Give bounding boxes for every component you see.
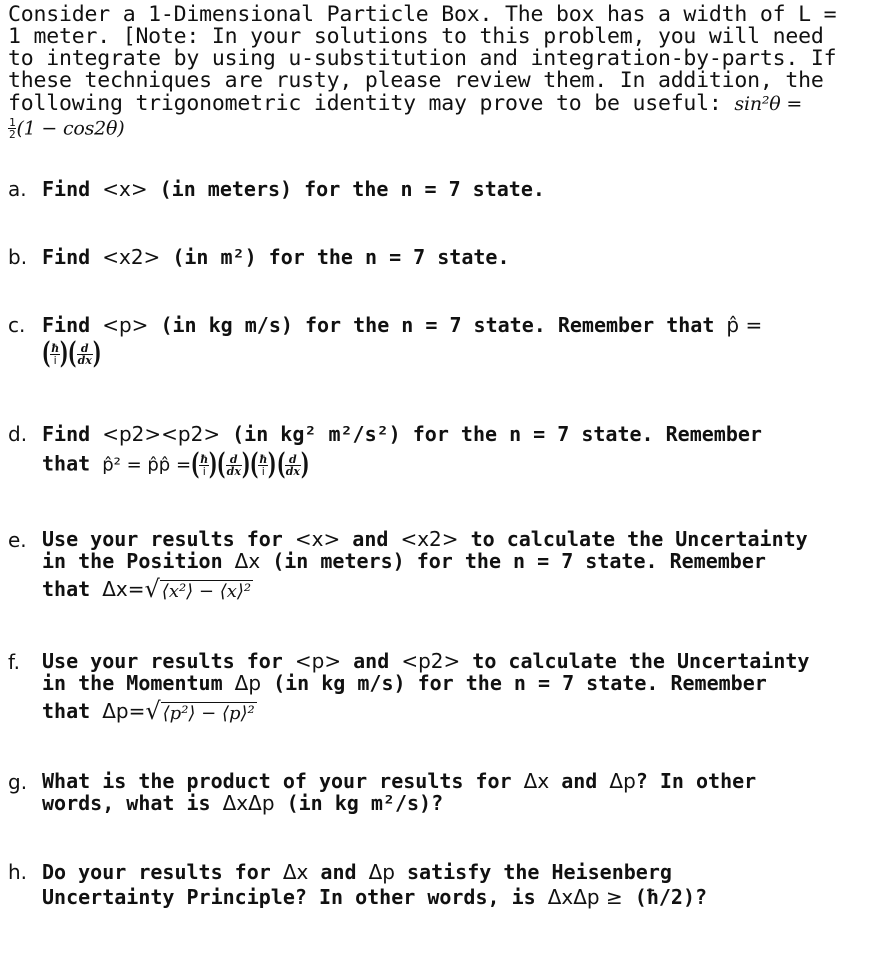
question-text: to calculate the Uncertainty: [460, 649, 810, 673]
hbar-over-i: [258, 454, 268, 477]
question-text: Use your results for: [42, 527, 295, 551]
question-text: that: [42, 451, 103, 476]
intro-line: Consider a 1-Dimensional Particle Box. The box has a width of L =: [8, 2, 837, 27]
question-text: Find: [42, 313, 103, 337]
hbar-over-i: [50, 343, 60, 366]
question-text: Find: [42, 177, 103, 201]
dx-symbol: dx: [285, 464, 300, 478]
question-text: Uncertainty Principle? In other words, is: [42, 885, 548, 909]
question-letter: a.: [8, 177, 27, 201]
question-text: (in kg m²/s)?: [274, 791, 444, 815]
question-text: and: [341, 649, 402, 673]
question-text: and: [308, 860, 369, 884]
question-text: in the Position: [42, 549, 235, 573]
question-letter: c.: [8, 313, 26, 337]
question-text: (in meters) for the n = 7 state. Remember: [260, 549, 766, 573]
expectation-symbol: <x>: [102, 177, 148, 201]
question-d: [8, 422, 868, 480]
radicand: ⟨x²⟩ − ⟨x⟩²: [161, 581, 252, 602]
dx-symbol: dx: [77, 353, 92, 367]
radicand: ⟨p²⟩ − ⟨p⟩²: [162, 703, 255, 724]
intro-line: 1 meter. [Note: In your solutions to this problem, you will need: [8, 24, 824, 49]
question-text: that: [42, 699, 103, 723]
hbar-over-i: [199, 454, 209, 477]
i-symbol: i: [202, 464, 206, 478]
expectation-symbol: <x2>: [400, 527, 459, 551]
question-text: Find: [42, 422, 103, 446]
question-letter: e.: [8, 528, 27, 552]
question-text: (in kg m/s) for the n = 7 state. Remember: [261, 671, 767, 695]
delta-product-symbol: ΔxΔp: [222, 791, 275, 815]
question-letter: h.: [8, 860, 28, 884]
operator-formula: that p̂² = p̂p̂ =( $\frac{ħ}{i}$ )( $\frac{d}{dx}$ )( $\frac{ħ}{i}$ )( $\frac{d}{dx}$ ): [42, 447, 310, 482]
question-f: [8, 650, 868, 725]
question-b: [8, 245, 868, 269]
trig-identity-rhs: (1 − cos2θ): [16, 117, 125, 140]
expectation-symbol: <p2><p2>: [102, 422, 221, 446]
question-g: [8, 770, 868, 814]
square-root-formula: √ ⟨x²⟩ − ⟨x⟩²: [144, 575, 252, 603]
expectation-symbol: <p>: [294, 649, 342, 673]
intro-line: these techniques are rusty, please review them. In addition, the: [8, 68, 824, 93]
expectation-symbol: <x2>: [102, 245, 161, 269]
question-text: Do your results for: [42, 860, 283, 884]
question-text: (in m²) for the n = 7 state.: [160, 245, 510, 269]
intro-line-text: following trigonometric identity may prove to be useful:: [8, 91, 735, 116]
delta-x-symbol: Δx: [282, 860, 309, 884]
d-over-dx: [77, 343, 93, 366]
question-text: and: [340, 527, 401, 551]
intro-line: to integrate by using u-substitution and integration-by-parts. If: [8, 46, 837, 71]
delta-x-symbol: Δx: [234, 549, 261, 573]
question-text: (in kg m/s) for the n = 7 state. Remember that: [148, 313, 727, 337]
delta-p-symbol: Δp: [368, 860, 395, 884]
question-text: (ħ/2)?: [622, 885, 708, 909]
question-text: Find: [42, 245, 103, 269]
delta-x-definition: Δx=: [102, 577, 145, 601]
fraction-numerator: 1: [9, 116, 16, 129]
question-text: and: [549, 769, 610, 793]
momentum-squared-operator: p̂² = p̂p̂ =: [102, 454, 192, 476]
i-symbol: i: [261, 464, 265, 478]
question-text: ? In other: [635, 769, 757, 793]
question-c: [8, 313, 868, 369]
hbar-symbol: ħ: [259, 452, 268, 466]
d-over-dx: [226, 454, 242, 477]
dx-symbol: dx: [226, 464, 241, 478]
question-letter: g.: [8, 770, 28, 794]
d-symbol: d: [226, 454, 242, 466]
fraction-denominator: 2: [9, 128, 16, 141]
delta-p-symbol: Δp: [609, 769, 636, 793]
question-letter: d.: [8, 422, 28, 446]
question-letter: b.: [8, 245, 28, 269]
trig-identity-lhs: sin²θ =: [734, 93, 803, 115]
trig-identity-rhs-line: [8, 117, 868, 140]
delta-p-symbol: Δp: [234, 671, 262, 695]
question-a: [8, 177, 868, 201]
problem-intro: [8, 4, 868, 140]
question-text: (in meters) for the n = 7 state.: [147, 177, 545, 201]
expectation-symbol: <p2>: [401, 649, 461, 673]
question-text: Use your results for: [42, 649, 295, 673]
expectation-symbol: <p>: [102, 313, 149, 337]
intro-line: [8, 93, 868, 115]
operator-formula: ( $\frac{ħ}{i}$ )( $\frac{d}{dx}$ ): [41, 336, 102, 371]
question-text: to calculate the Uncertainty: [458, 527, 808, 551]
hbar-symbol: ħ: [200, 452, 209, 466]
d-symbol: d: [77, 343, 93, 355]
momentum-operator: p̂ =: [726, 313, 763, 337]
square-root-formula: √ ⟨p²⟩ − ⟨p⟩²: [145, 697, 255, 725]
question-letter: f.: [8, 650, 20, 674]
question-text: satisfy the Heisenberg: [394, 860, 672, 884]
question-h: [8, 860, 868, 910]
i-symbol: i: [53, 353, 57, 367]
d-symbol: d: [285, 454, 301, 466]
question-text: What is the product of your results for: [42, 769, 524, 793]
question-text: in the Momentum: [42, 671, 235, 695]
delta-product-symbol: ΔxΔp ≥: [547, 885, 623, 909]
d-over-dx: [285, 454, 301, 477]
question-e: [8, 528, 868, 603]
delta-p-definition: Δp=: [102, 699, 146, 723]
delta-x-symbol: Δx: [523, 769, 550, 793]
question-text: that: [42, 577, 103, 601]
question-text: (in kg² m²/s²) for the n = 7 state. Remember: [220, 422, 762, 446]
question-text: words, what is: [42, 791, 223, 815]
expectation-symbol: <x>: [294, 527, 341, 551]
hbar-symbol: ħ: [51, 341, 60, 355]
